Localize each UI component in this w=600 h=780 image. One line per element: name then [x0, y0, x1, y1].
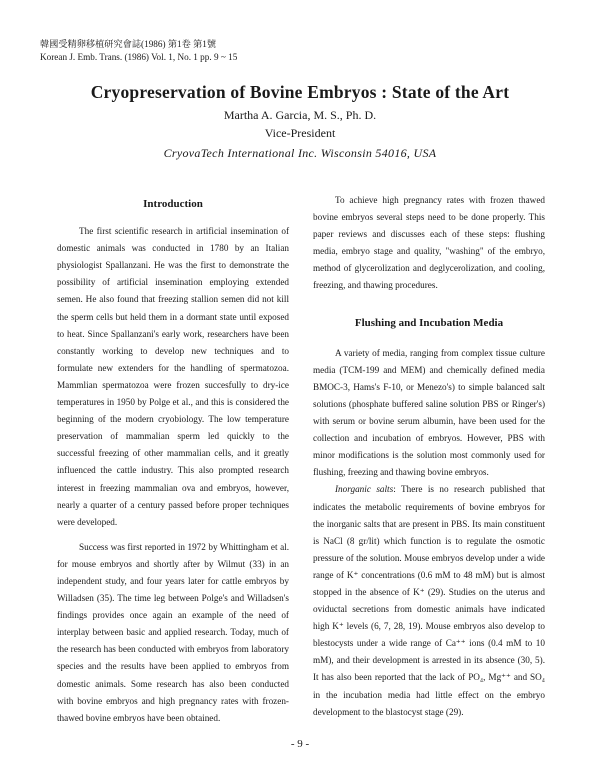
author-position: Vice-President — [264, 126, 336, 140]
right-column — [313, 192, 545, 721]
section-heading-introduction: Introduction — [143, 198, 203, 210]
body-paragraph-inorganic-salts — [313, 481, 545, 720]
left-column — [57, 192, 289, 727]
journal-citation-korean: 韓國受精卵移植研究會誌(1986) 第1卷 第1號 — [40, 39, 217, 49]
body-paragraph: Success was first reported in 1972 by Whittingham et al. for mouse embryos and shortly after by Wilmut (33) in an independent study, and four years later for cattle embryos by Willadsen (35). The time leg between Polge's and Willadsen's findings provides once again an example of the need of interplay between basic and applied research. Today, much of the research has been conducted with embryos from laboratory species and the results have been applied to embryos from domestic animals. Some research has also been conducted with bovine embryos and high pregnancy rates with frozen-thawed bovine embryos have been obtained. — [57, 541, 289, 723]
section-heading-flushing-media: Flushing and Incubation Media — [354, 316, 504, 329]
page-number: - 9 - — [290, 738, 310, 750]
paper-title: Cryopreservation of Bovine Embryos : State of the Art — [90, 82, 510, 102]
author-name: Martha A. Garcia, M. S., Ph. D. — [223, 108, 377, 122]
inline-subheading: Inorganic salts — [335, 484, 394, 495]
body-paragraph: To achieve high pregnancy rates with frozen thawed bovine embryos several steps need to be done properly. This paper reviews and discusses each of these steps: flushing media, embryo stage and quality, "washing" of the embryo, method of glycerolization and deglycerolization, and cooling, freezing, and thawing procedures. — [313, 195, 545, 291]
journal-citation-english: Korean J. Emb. Trans. (1986) Vol. 1, No. 1 pp. 9 ~ 15 — [40, 52, 238, 62]
body-paragraph: A variety of media, ranging from complex tissue culture media (TCM-199 and MEM) and chemically defined media BMOC-3, Hams's F-10, or Menezo's) to simple balanced salt solutions (phosphate buffered saline solution PBS or Ringer's) with serum or bovine serum albumin, have been used for the collection and incubation of embryos. However, PBS with minor modifications is the solution most commonly used for flushing, freezing and thawing bovine embryos. — [313, 347, 545, 478]
body-paragraph: The first scientific research in artificial insemination of domestic animals was conducted in 1780 by an Italian physiologist Spallanzani. He was the first to demonstrate the possibility of artificial insemination employing extended semen. He also found that freezing stallion semen did not kill the sperm cells but held them in a dormant state until exposed to heat. Since Spallanzani's early work, researchers have been constantly working to develop new techniques and to formulate new extenders for the handling of spermatozoa. Mammlian spermatozoa were frozen succesfully to dry-ice temperatures in 1950 by Polge et al., and this is considered the beginning of the modern cryobiology. The low temperature preservation of mammalian sperm led quickly to the successful freezing of other mammalian cells, and it greatly influenced the cattle industry. This also prompted research interest in freezing mammalian ova and embryos, however, nearly a quarter of a century passed before proper techniques were developed. — [57, 226, 289, 527]
journal-header — [40, 38, 237, 64]
inline-body-text: : There is no research published that indicates the metabolic requirements of bovine embryos for the inorganic salts that are present in PBS. Its main constituent is NaCl (8 gr/lit) which function is to regulate the osmotic pressure of the solution. Mouse embryos develop under a wide range of K⁺ concentrations (0.6 mM to 48 mM) but is almost stopped in the absence of K⁺ (29). Studies on the uterus and oviductal secretions from domestic animals have indicated high K⁺ levels (6, 7, 28, 19). Mouse embryos also develop to blestocysts under a wide range of Ca⁺⁺ ions (0.4 mM to 10 mM), and their development is arrested in its absence (30, 5). It has also been reported that the lack of PO₄, Mg⁺⁺ and SO₄ in the incubation media had little effect on the embryo development to the blastocyst stage (29). — [313, 484, 545, 717]
author-affiliation: CryovaTech International Inc. Wisconsin 54016, USA — [163, 146, 437, 160]
